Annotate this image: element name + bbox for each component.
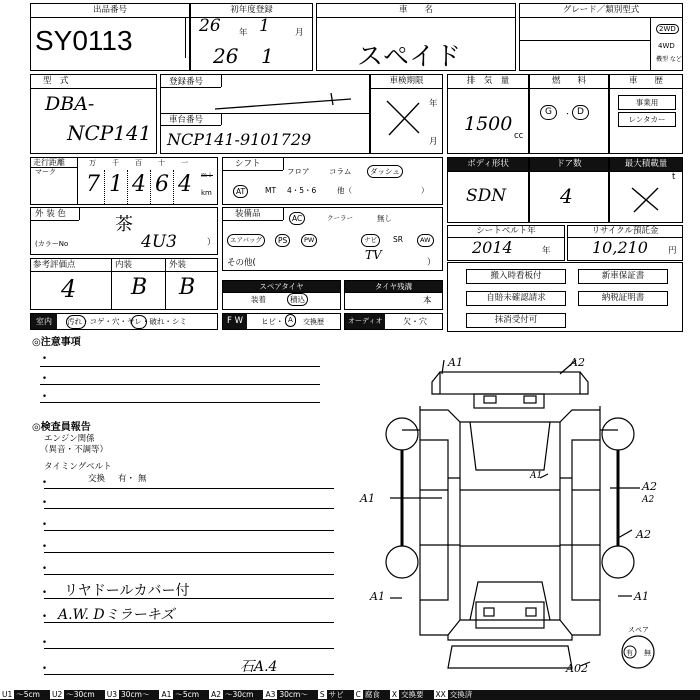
usage-label: 車 歴 [610,75,682,89]
mark-rear-bumper: A02 [566,662,588,675]
displacement-box [447,74,529,154]
doors-label: ドア数 [530,158,608,172]
legend-code: U1 [2,690,13,699]
doc-cancellation: 抹消受付可 [466,313,566,328]
fw-label: F W [223,314,247,329]
remark-1: リヤドールカバー付 [64,583,190,599]
engine-label: エンジン関係 [44,434,95,444]
equip-aw: AW [417,234,434,247]
timing-no: 無 [138,474,147,484]
legend-code: X [391,690,398,699]
grade-box [519,3,683,71]
equip-pw: PW [301,234,317,247]
legend-item-1 [50,690,100,700]
body-shape-label: ボディ形状 [448,158,528,172]
bullet-dot: • [42,498,48,508]
legend-desc: サビ [328,690,344,699]
usage-history-box [609,74,683,154]
inspection-cross [383,97,423,139]
shift-mt: MT [265,186,277,195]
recycle-label: リサイクル預託金 [568,226,682,238]
interior-label: 内装 [115,260,133,270]
legend-item-2 [105,690,155,700]
equip-none: 無し [377,214,392,223]
score-value: 4 [61,275,77,303]
fuel-box: 燃 料 G ・ D [529,74,609,154]
reg-no-strike [211,89,361,115]
legend-code: A2 [211,690,221,699]
mark-right-rear-door: A2 [642,495,655,505]
legend-item-4 [209,690,258,700]
spare-loaded: 積込 [287,293,308,306]
bullet-dot: • [42,374,48,384]
timing-yes: 有・ [118,474,136,484]
mark-front-left: A1 [448,356,463,369]
fw-replace: 交換歴 [303,318,324,326]
shift-label: シフト [235,159,261,169]
car-name-value: スペイド [357,42,462,72]
capacity-unit: t [672,172,676,182]
mileage-unit-1: 千 [112,159,119,167]
model-value-1: DBA- [45,93,95,115]
legend-code: C [355,690,361,699]
equipment-box [222,207,443,271]
mark-left-door: A1 [360,492,375,505]
equip-other-close: ） [427,258,436,268]
legend-desc: ～5cm [175,690,200,699]
mark-right-quarter: A1 [634,590,649,603]
cabin-dirt-circle [66,315,86,329]
mileage-unit-km: km [201,189,212,197]
legend-item-9 [434,690,478,700]
mileage-digit-4: 4 [178,172,192,197]
cabin-wear-circle [131,315,147,329]
legend-desc: 交換済 [449,690,473,699]
documents-box [447,262,683,332]
inspection-label: 車検期限 [371,75,442,89]
color-label: 外 装 色 [35,209,66,219]
shift-floor: フロア [287,167,310,176]
equip-other-label: その他( [227,258,256,268]
mileage-digit-0: 7 [86,172,100,197]
inspection-month-unit: 月 [429,137,438,147]
color-code-close: ） [207,238,216,248]
legend-item-8 [390,690,429,700]
tire-tread-box [344,280,443,310]
equip-sr: SR [393,235,403,244]
model-value-2: NCP141 [67,121,152,145]
spare-yes: 有 [626,649,633,657]
audio-box [344,313,443,330]
timing-replace: 交換 [88,474,106,484]
legend-item-0 [0,690,45,700]
legend-desc: 腐食 [364,690,380,699]
legend-desc: 交換要 [401,690,424,699]
shift-box [222,157,443,205]
spare-label: スペア [628,626,649,634]
cabin-box [30,313,218,330]
damage-legend [0,690,700,700]
mileage-unit-4: 一 [181,159,188,167]
model-box [30,74,157,154]
car-name-label: 車 名 [317,4,515,18]
equip-airbag: エアバッグ [227,234,265,247]
seatbelt-box [447,225,565,261]
first-reg-month-unit: 月 [295,28,304,38]
legend-desc: ～30cm [224,690,254,699]
lot-number-label: 出品番号 [31,4,189,18]
tire-tread-label: タイヤ残溝 [345,281,442,293]
spare-tire-label: スペアタイヤ [223,281,340,293]
doc-tax: 納税証明書 [578,291,668,306]
first-reg-year-1: 26 [199,16,221,36]
bullet-dot: • [42,392,48,402]
body-shape-box [447,157,529,223]
legend-code: A1 [161,690,172,699]
recycle-value: 10,210 [592,238,648,257]
inspection-box [370,74,443,154]
equip-nav: ナビ [361,234,380,247]
legend-desc: 30cm～ [120,690,150,699]
first-reg-month-1: 1 [259,16,270,36]
legend-code: A3 [265,690,276,699]
legend-desc: ～5cm [16,690,40,699]
equip-ac: AC [289,212,305,225]
score-label: 参考評価点 [33,260,76,270]
legend-code: XX [435,690,446,699]
displacement-unit: cc [514,131,524,141]
recycle-box [567,225,683,261]
equip-other-value: TV [365,248,382,262]
recycle-unit: 円 [668,246,677,256]
doc-signboard: 搬入時看板付 [466,269,566,284]
mileage-label: 走行距離 [33,158,65,167]
doors-box [529,157,609,223]
mileage-unit-3: 十 [158,159,165,167]
usage-rental: レンタカー [618,112,676,127]
grade-label: グレード／類別型式 [520,4,682,18]
bullet-dot: • [42,354,48,364]
shift-column: コラム [329,167,352,176]
inspection-year-unit: 年 [429,99,438,109]
fuel-g: G [540,105,557,120]
usage-business: 事業用 [618,95,676,110]
capacity-cross [628,184,664,214]
model-label: 型 式 [31,75,156,89]
equipment-label: 装備品 [235,209,261,219]
car-name-box [316,3,516,71]
seatbelt-unit: 年 [542,246,551,256]
mileage-box [30,157,218,205]
evaluation-box [30,258,218,310]
timing-label: タイミングベルト [44,462,112,472]
mileage-separator [150,170,151,204]
vehicle-diagram [360,350,690,690]
mark-right-door: A2 [642,480,657,493]
cabin-items: 汚れ・コゲ・穴・ヤレ・破れ・シミ [67,317,187,326]
first-reg-year-2: 26 [213,44,239,68]
notes-title: ◎注意事項 [32,337,81,348]
chassis-label: 車台番号 [169,115,204,125]
interior-value: B [131,275,148,300]
legend-code: U2 [51,690,63,699]
legend-item-7 [354,690,385,700]
mileage-separator [173,170,174,204]
drive-4wd: 4WD [658,42,675,50]
mileage-separator [127,170,128,204]
fw-a: A [285,314,296,327]
equip-ps: PS [275,234,290,247]
bullet-dot: • [42,564,48,574]
drive-2wd: 2WD [656,24,679,34]
legend-item-5 [263,690,312,700]
displacement-label: 排 気 量 [448,75,528,89]
audio-label: オーディオ [345,314,385,329]
equip-cooler: クーラー [327,214,353,222]
capacity-box [609,157,683,223]
fw-items: ヒビ・ [261,317,284,326]
first-registration-label: 初年度登録 [191,4,312,18]
capacity-label: 最大積載量 [610,158,682,172]
mileage-unit-0: 万 [89,159,96,167]
model-year-label: 機型 など [656,56,682,63]
spare-no: 無 [644,649,651,657]
mark-center: A1 [530,471,543,481]
legend-code: S [319,690,325,699]
registration-box [160,74,370,154]
spare-tire-box [222,280,341,310]
fuel-d: D [572,105,589,120]
inspector-signature: 石A.4 [240,659,278,675]
tire-unit: 本 [423,296,432,306]
fw-box [222,313,341,330]
shift-other: 他（ [337,186,352,195]
mark-front-right: A2 [570,356,585,369]
doc-liability: 自賠未確認請求 [466,291,566,306]
lot-number: SY0113 [35,25,133,56]
exterior-label: 外装 [169,260,187,270]
exterior-value: B [179,275,196,300]
legend-code: U3 [106,690,117,699]
mark-left-rear: A1 [370,590,385,603]
mileage-mark: マーク [35,168,56,176]
bullet-dot: • [42,612,48,622]
bullet-dot: • [42,478,48,488]
mark-right-rear: A2 [636,528,651,541]
legend-desc: 30cm～ [279,690,308,699]
bullet-dot: • [42,588,48,598]
lot-number-box [30,3,190,71]
doors-value: 4 [560,184,573,208]
legend-item-6 [318,690,349,700]
reg-no-label: 登録番号 [169,77,204,87]
legend-item-3 [159,690,204,700]
bullet-dot: • [42,638,48,648]
first-registration-box [190,3,313,71]
color-code-label: (カラーNo [35,240,69,248]
remark-2: A.W. Dミラーキズ [58,607,175,623]
shift-gears: 4・5・6 [287,186,317,195]
exterior-color-box [30,207,218,255]
first-reg-month-2: 1 [261,44,274,68]
seatbelt-label: シートベルト年 [448,226,564,238]
mileage-unit-top: ｍｉ [201,172,214,179]
shift-other-close: ） [421,186,429,195]
displacement-value: 1500 [464,113,513,135]
mileage-digit-1: 1 [109,172,123,197]
legend-desc: ～30cm [66,690,95,699]
spare-equipped: 装着 [251,295,266,304]
doc-warranty: 新車保証書 [578,269,668,284]
seatbelt-value: 2014 [472,238,513,257]
bullet-dot: • [42,542,48,552]
bullet-dot: • [42,664,48,674]
mileage-digit-3: 6 [155,172,169,197]
first-reg-year-unit: 年 [239,28,248,38]
color-value: 茶 [115,214,133,235]
mileage-separator [104,170,105,204]
inspector-title: ◎検査員報告 [32,422,91,433]
mileage-unit-2: 百 [135,159,142,167]
mileage-digit-2: 4 [132,172,146,197]
fuel-label: 燃 料 [530,75,608,89]
shift-dash: ダッシュ [367,165,403,178]
body-shape-value: SDN [466,186,507,206]
bullet-dot: • [42,520,48,530]
shift-at: AT [233,185,248,198]
chassis-value: NCP141-9101729 [167,130,312,149]
engine-sub: （異音・不調等） [40,445,109,455]
audio-items: 欠・穴 [403,317,427,326]
cabin-label: 室内 [31,314,57,329]
color-code-value: 4U3 [141,232,177,252]
